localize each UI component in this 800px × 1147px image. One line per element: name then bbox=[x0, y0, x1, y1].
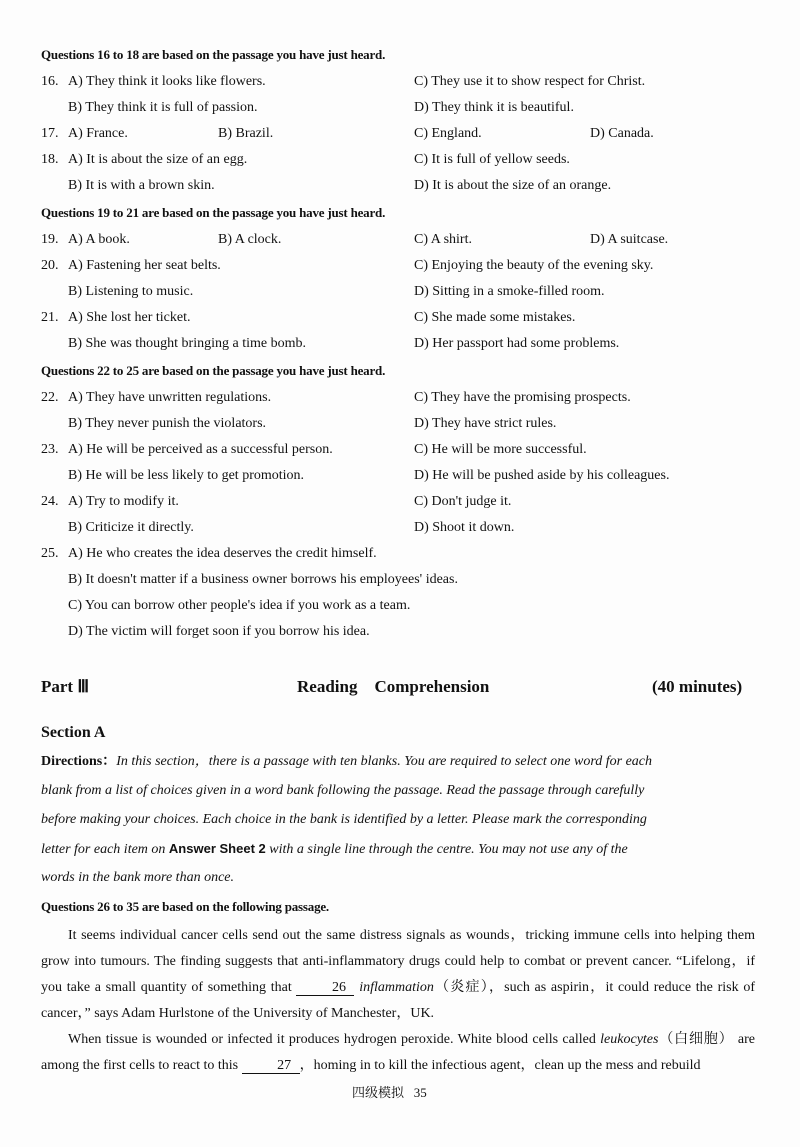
directions-line-4 bbox=[41, 840, 628, 859]
section-title: Section A bbox=[41, 724, 106, 741]
option-b[interactable]: B) They think it is full of passion. bbox=[68, 100, 258, 115]
option-d[interactable]: D) Shoot it down. bbox=[414, 520, 515, 535]
option-b[interactable]: B) It doesn't matter if a business owner borrows his employees' ideas. bbox=[68, 572, 458, 587]
blank-27[interactable]: 27 bbox=[242, 1058, 300, 1074]
page-footer bbox=[352, 1084, 427, 1102]
question-number: 18. bbox=[41, 152, 59, 167]
option-a[interactable]: A) France. bbox=[68, 126, 128, 141]
part-time: (40 minutes) bbox=[652, 677, 743, 696]
option-a[interactable]: A) He will be perceived as a successful person. bbox=[68, 442, 333, 457]
question-number: 16. bbox=[41, 74, 59, 89]
question-number: 22. bbox=[41, 390, 59, 405]
questions-group-header: Questions 16 to 18 are based on the passage you have just heard. bbox=[41, 47, 386, 62]
question-number: 23. bbox=[41, 442, 59, 457]
directions-text: In this section，there is a passage with ten blanks. You are required to select one word for each bbox=[116, 754, 653, 769]
option-d[interactable]: D) The victim will forget soon if you borrow his idea. bbox=[68, 624, 370, 639]
option-a[interactable]: A) He who creates the idea deserves the credit himself. bbox=[68, 546, 377, 561]
option-c[interactable]: C) They have the promising prospects. bbox=[414, 390, 631, 405]
option-b[interactable]: B) Criticize it directly. bbox=[68, 520, 194, 535]
option-d[interactable]: D) He will be pushed aside by his colleagues. bbox=[414, 468, 670, 483]
option-b[interactable]: B) A clock. bbox=[218, 232, 282, 247]
directions-label: Directions： bbox=[41, 754, 117, 769]
questions-group-header: Questions 22 to 25 are based on the passage you have just heard. bbox=[41, 363, 386, 378]
part-title: Reading Comprehension bbox=[297, 677, 490, 696]
option-c[interactable]: C) England. bbox=[414, 126, 482, 141]
option-d[interactable]: D) A suitcase. bbox=[590, 232, 669, 247]
option-b[interactable]: B) It is with a brown skin. bbox=[68, 178, 215, 193]
directions-line-1 bbox=[41, 753, 755, 771]
question-number: 24. bbox=[41, 494, 59, 509]
option-b[interactable]: B) She was thought bringing a time bomb. bbox=[68, 336, 306, 351]
directions-text: letter for each item on bbox=[41, 842, 169, 857]
directions-line-5: words in the bank more than once. bbox=[41, 870, 234, 885]
part-label: Part Ⅲ bbox=[41, 677, 90, 696]
passage-header: Questions 26 to 35 are based on the following passage. bbox=[41, 899, 329, 914]
question-number: 20. bbox=[41, 258, 59, 273]
option-c[interactable]: C) He will be more successful. bbox=[414, 442, 587, 457]
footer-label: 四级模拟 bbox=[352, 1085, 405, 1100]
passage-term: leukocytes bbox=[600, 1032, 659, 1047]
option-c[interactable]: C) They use it to show respect for Christ. bbox=[414, 74, 646, 89]
page-number: 35 bbox=[413, 1085, 427, 1100]
option-b[interactable]: B) Listening to music. bbox=[68, 284, 194, 299]
option-d[interactable]: D) They have strict rules. bbox=[414, 416, 557, 431]
questions-group-header: Questions 19 to 21 are based on the passage you have just heard. bbox=[41, 205, 386, 220]
option-c[interactable]: C) It is full of yellow seeds. bbox=[414, 152, 570, 167]
option-a[interactable]: A) They think it looks like flowers. bbox=[68, 74, 266, 89]
question-number: 19. bbox=[41, 232, 59, 247]
option-c[interactable]: C) Enjoying the beauty of the evening sky. bbox=[414, 258, 654, 273]
option-c[interactable]: C) A shirt. bbox=[414, 232, 472, 247]
question-number: 17. bbox=[41, 126, 59, 141]
option-c[interactable]: C) You can borrow other people's idea if you work as a team. bbox=[68, 598, 411, 613]
option-c[interactable]: C) She made some mistakes. bbox=[414, 310, 576, 325]
option-d[interactable]: D) It is about the size of an orange. bbox=[414, 178, 612, 193]
directions-line-3: before making your choices. Each choice in the bank is identified by a letter. Please mark the corresponding bbox=[41, 812, 647, 827]
question-number: 21. bbox=[41, 310, 59, 325]
passage-text: ，homing in to kill the infectious agent，clean up the mess and rebuild bbox=[299, 1058, 701, 1073]
option-d[interactable]: D) They think it is beautiful. bbox=[414, 100, 574, 115]
directions-text: with a single line through the centre. You may not use any of the bbox=[265, 842, 628, 857]
question-number: 25. bbox=[41, 546, 59, 561]
option-a[interactable]: A) They have unwritten regulations. bbox=[68, 390, 272, 405]
passage-text: When tissue is wounded or infected it produces hydrogen peroxide. White blood cells called bbox=[68, 1032, 601, 1047]
directions-line-2: blank from a list of choices given in a word bank following the passage. Read the passage through carefully bbox=[41, 783, 645, 798]
option-d[interactable]: D) Sitting in a smoke-filled room. bbox=[414, 284, 605, 299]
option-a[interactable]: A) Try to modify it. bbox=[68, 494, 179, 509]
option-b[interactable]: B) They never punish the violators. bbox=[68, 416, 267, 431]
passage-text: （炎症），such as aspirin，it could reduce the risk of cancer，” says Adam Hurlstone of the University of Manchester，UK. bbox=[41, 980, 755, 1021]
option-a[interactable]: A) A book. bbox=[68, 232, 130, 247]
passage-term: inflammation bbox=[359, 980, 434, 995]
option-b[interactable]: B) He will be less likely to get promotion. bbox=[68, 468, 305, 483]
passage-text: It seems individual cancer cells send out the same distress signals as wounds，tricking immune cells into helping them grow into tumours. The finding suggests that anti-inflammatory drugs could help to combat or prevent cancer. “Lifelong，if you take a small quantity of something that bbox=[41, 928, 755, 995]
passage-text: （白细胞） are among the first cells to react to this bbox=[41, 1032, 755, 1073]
option-a[interactable]: A) Fastening her seat belts. bbox=[68, 258, 221, 273]
passage-paragraph-1 bbox=[41, 923, 755, 1027]
blank-26[interactable]: 26 bbox=[296, 980, 354, 996]
option-d[interactable]: D) Her passport had some problems. bbox=[414, 336, 620, 351]
answer-sheet-label: Answer Sheet 2 bbox=[168, 841, 266, 856]
option-a[interactable]: A) She lost her ticket. bbox=[68, 310, 191, 325]
option-d[interactable]: D) Canada. bbox=[590, 126, 654, 141]
option-b[interactable]: B) Brazil. bbox=[218, 126, 274, 141]
option-c[interactable]: C) Don't judge it. bbox=[414, 494, 512, 509]
passage-paragraph-2 bbox=[41, 1027, 755, 1079]
option-a[interactable]: A) It is about the size of an egg. bbox=[68, 152, 248, 167]
